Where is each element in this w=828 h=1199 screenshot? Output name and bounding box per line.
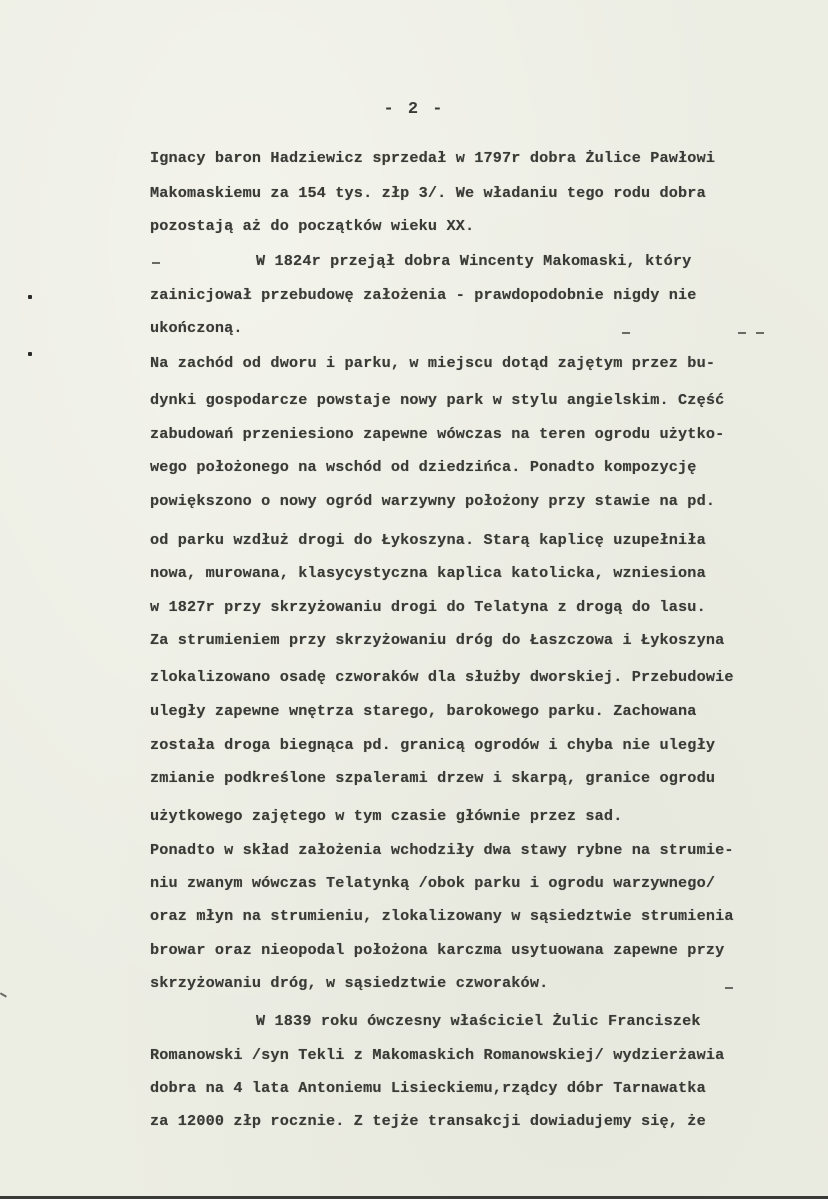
text-line: użytkowego zajętego w tym czasie głównie przez sad. — [150, 807, 623, 825]
text-line: zainicjował przebudowę założenia - prawdopodobnie nigdy nie — [150, 286, 697, 304]
text-line: dobra na 4 lata Antoniemu Lisieckiemu,rządcy dóbr Tarnawatka — [150, 1079, 706, 1097]
margin-mark — [28, 295, 32, 299]
text-line: Na zachód od dworu i parku, w miejscu dotąd zajętym przez bu- — [150, 354, 716, 372]
stray-dash — [622, 332, 630, 334]
text-line: dynki gospodarcze powstaje nowy park w stylu angielskim. Część — [150, 391, 725, 409]
text-line: browar oraz nieopodal położona karczma usytuowana zapewne przy — [150, 941, 725, 959]
text-line: Makomaskiemu za 154 tys. złp 3/. We władaniu tego rodu dobra — [150, 184, 706, 202]
stray-dash — [756, 332, 764, 334]
text-line: Ponadto w skład założenia wchodziły dwa stawy rybne na strumie- — [150, 841, 734, 859]
text-line: niu zwanym wówczas Telatynką /obok parku i ogrodu warzywnego/ — [150, 874, 716, 892]
text-line: W 1839 roku ówczesny właściciel Żulic Franciszek — [256, 1012, 701, 1030]
stray-dash — [738, 332, 746, 334]
text-line: za 12000 złp rocznie. Z tejże transakcji dowiadujemy się, że — [150, 1112, 706, 1130]
stray-dash — [152, 262, 160, 264]
text-line: zlokalizowano osadę czworaków dla służby dworskiej. Przebudowie — [150, 668, 734, 686]
margin-mark-diagonal — [0, 992, 7, 997]
text-line: nowa, murowana, klasycystyczna kaplica katolicka, wzniesiona — [150, 564, 706, 582]
margin-mark — [28, 352, 32, 356]
text-line: w 1827r przy skrzyżowaniu drogi do Telatyna z drogą do lasu. — [150, 598, 706, 616]
text-line: wego położonego na wschód od dziedzińca. Ponadto kompozycję — [150, 458, 697, 476]
page-number: - 2 - — [383, 100, 445, 119]
stray-dash — [725, 987, 733, 989]
text-line: W 1824r przejął dobra Wincenty Makomaski, który — [256, 252, 692, 270]
text-line: uległy zapewne wnętrza starego, barokowego parku. Zachowana — [150, 702, 697, 720]
text-line: od parku wzdłuż drogi do Łykoszyna. Starą kaplicę uzupełniła — [150, 531, 706, 549]
text-line: oraz młyn na strumieniu, zlokalizowany w sąsiedztwie strumienia — [150, 907, 734, 925]
text-line: ukończoną. — [150, 319, 243, 337]
text-line: zabudowań przeniesiono zapewne wówczas na teren ogrodu użytko- — [150, 425, 725, 443]
text-line: pozostają aż do początków wieku XX. — [150, 217, 475, 235]
text-line: zmianie podkreślone szpalerami drzew i skarpą, granice ogrodu — [150, 769, 716, 787]
text-line: skrzyżowaniu dróg, w sąsiedztwie czworaków. — [150, 974, 549, 992]
text-line: została droga biegnąca pd. granicą ogrodów i chyba nie uległy — [150, 736, 716, 754]
text-line: Ignacy baron Hadziewicz sprzedał w 1797r dobra Żulice Pawłowi — [150, 149, 716, 167]
text-line: powiększono o nowy ogród warzywny położony przy stawie na pd. — [150, 492, 716, 510]
text-line: Za strumieniem przy skrzyżowaniu dróg do Łaszczowa i Łykoszyna — [150, 631, 725, 649]
text-line: Romanowski /syn Tekli z Makomaskich Romanowskiej/ wydzierżawia — [150, 1046, 725, 1064]
